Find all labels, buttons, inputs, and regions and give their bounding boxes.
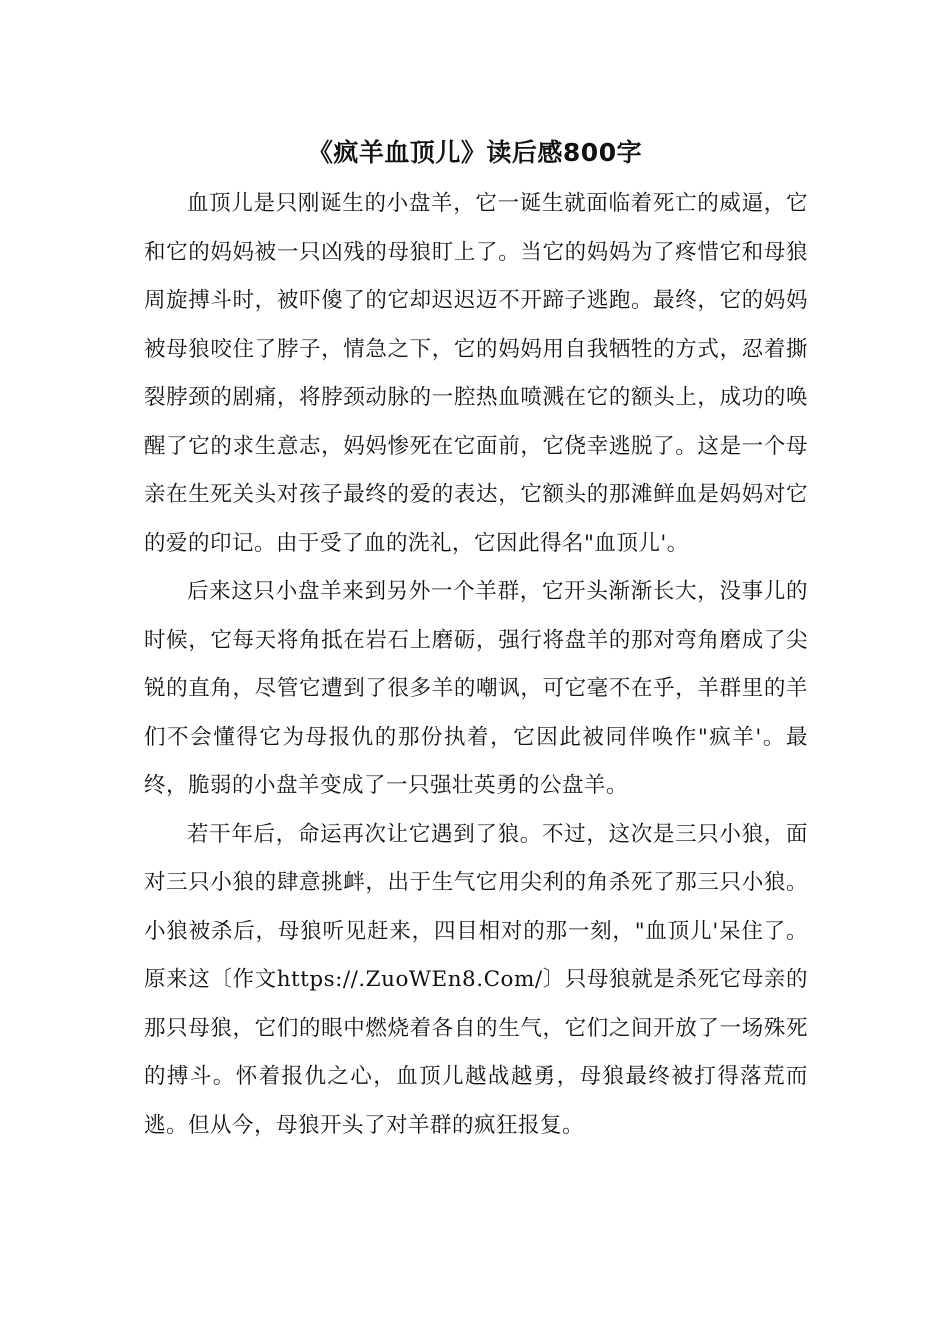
paragraph-2: 后来这只小盘羊来到另外一个羊群，它开头渐渐长大，没事儿的时候，它每天将角抵在岩石上磨砺，强行将盘羊的那对弯角磨成了尖锐的直角，尽管它遭到了很多羊的嘲讽，可它毫不在乎，羊群里的羊们不会懂得它为母报仇的那份执着，它因此被同伴唤作"疯羊'。最终，脆弱的小盘羊变成了一只强壮英勇的公盘羊。 <box>144 579 808 798</box>
document-title: 《疯羊血顶儿》读后感800字 <box>307 138 643 167</box>
paragraph-3: 若干年后，命运再次让它遇到了狼。不过，这次是三只小狼，面对三只小狼的肆意挑衅，出于生气它用尖利的角杀死了那三只小狼。小狼被杀后，母狼听见赶来，四目相对的那一刻，"血顶儿'呆住了。原来这〔作文https://.ZuoWEn8.Com/〕只母狼就是杀死它母亲的那只母狼，它们的眼中燃烧着各自的生气，它们之间开放了一场殊死的搏斗。怀着报仇之心，血顶儿越战越勇，母狼最终被打得落荒而逃。但从今，母狼开头了对羊群的疯狂报复。 <box>144 821 808 1138</box>
paragraph-1: 血顶儿是只刚诞生的小盘羊，它一诞生就面临着死亡的威逼，它和它的妈妈被一只凶残的母狼盯上了。当它的妈妈为了疼惜它和母狼周旋搏斗时，被吓傻了的它却迟迟迈不开蹄子逃跑。最终，它的妈妈被母狼咬住了脖子，情急之下，它的妈妈用自我牺牲的方式，忍着撕裂脖颈的剧痛，将脖颈动脉的一腔热血喷溅在它的额头上，成功的唤醒了它的求生意志，妈妈惨死在它面前，它侥幸逃脱了。这是一个母亲在生死关头对孩子最终的爱的表达，它额头的那滩鲜血是妈妈对它的爱的印记。由于受了血的洗礼，它因此得名"血顶儿'。 <box>144 191 808 556</box>
document-body <box>144 180 808 1150</box>
